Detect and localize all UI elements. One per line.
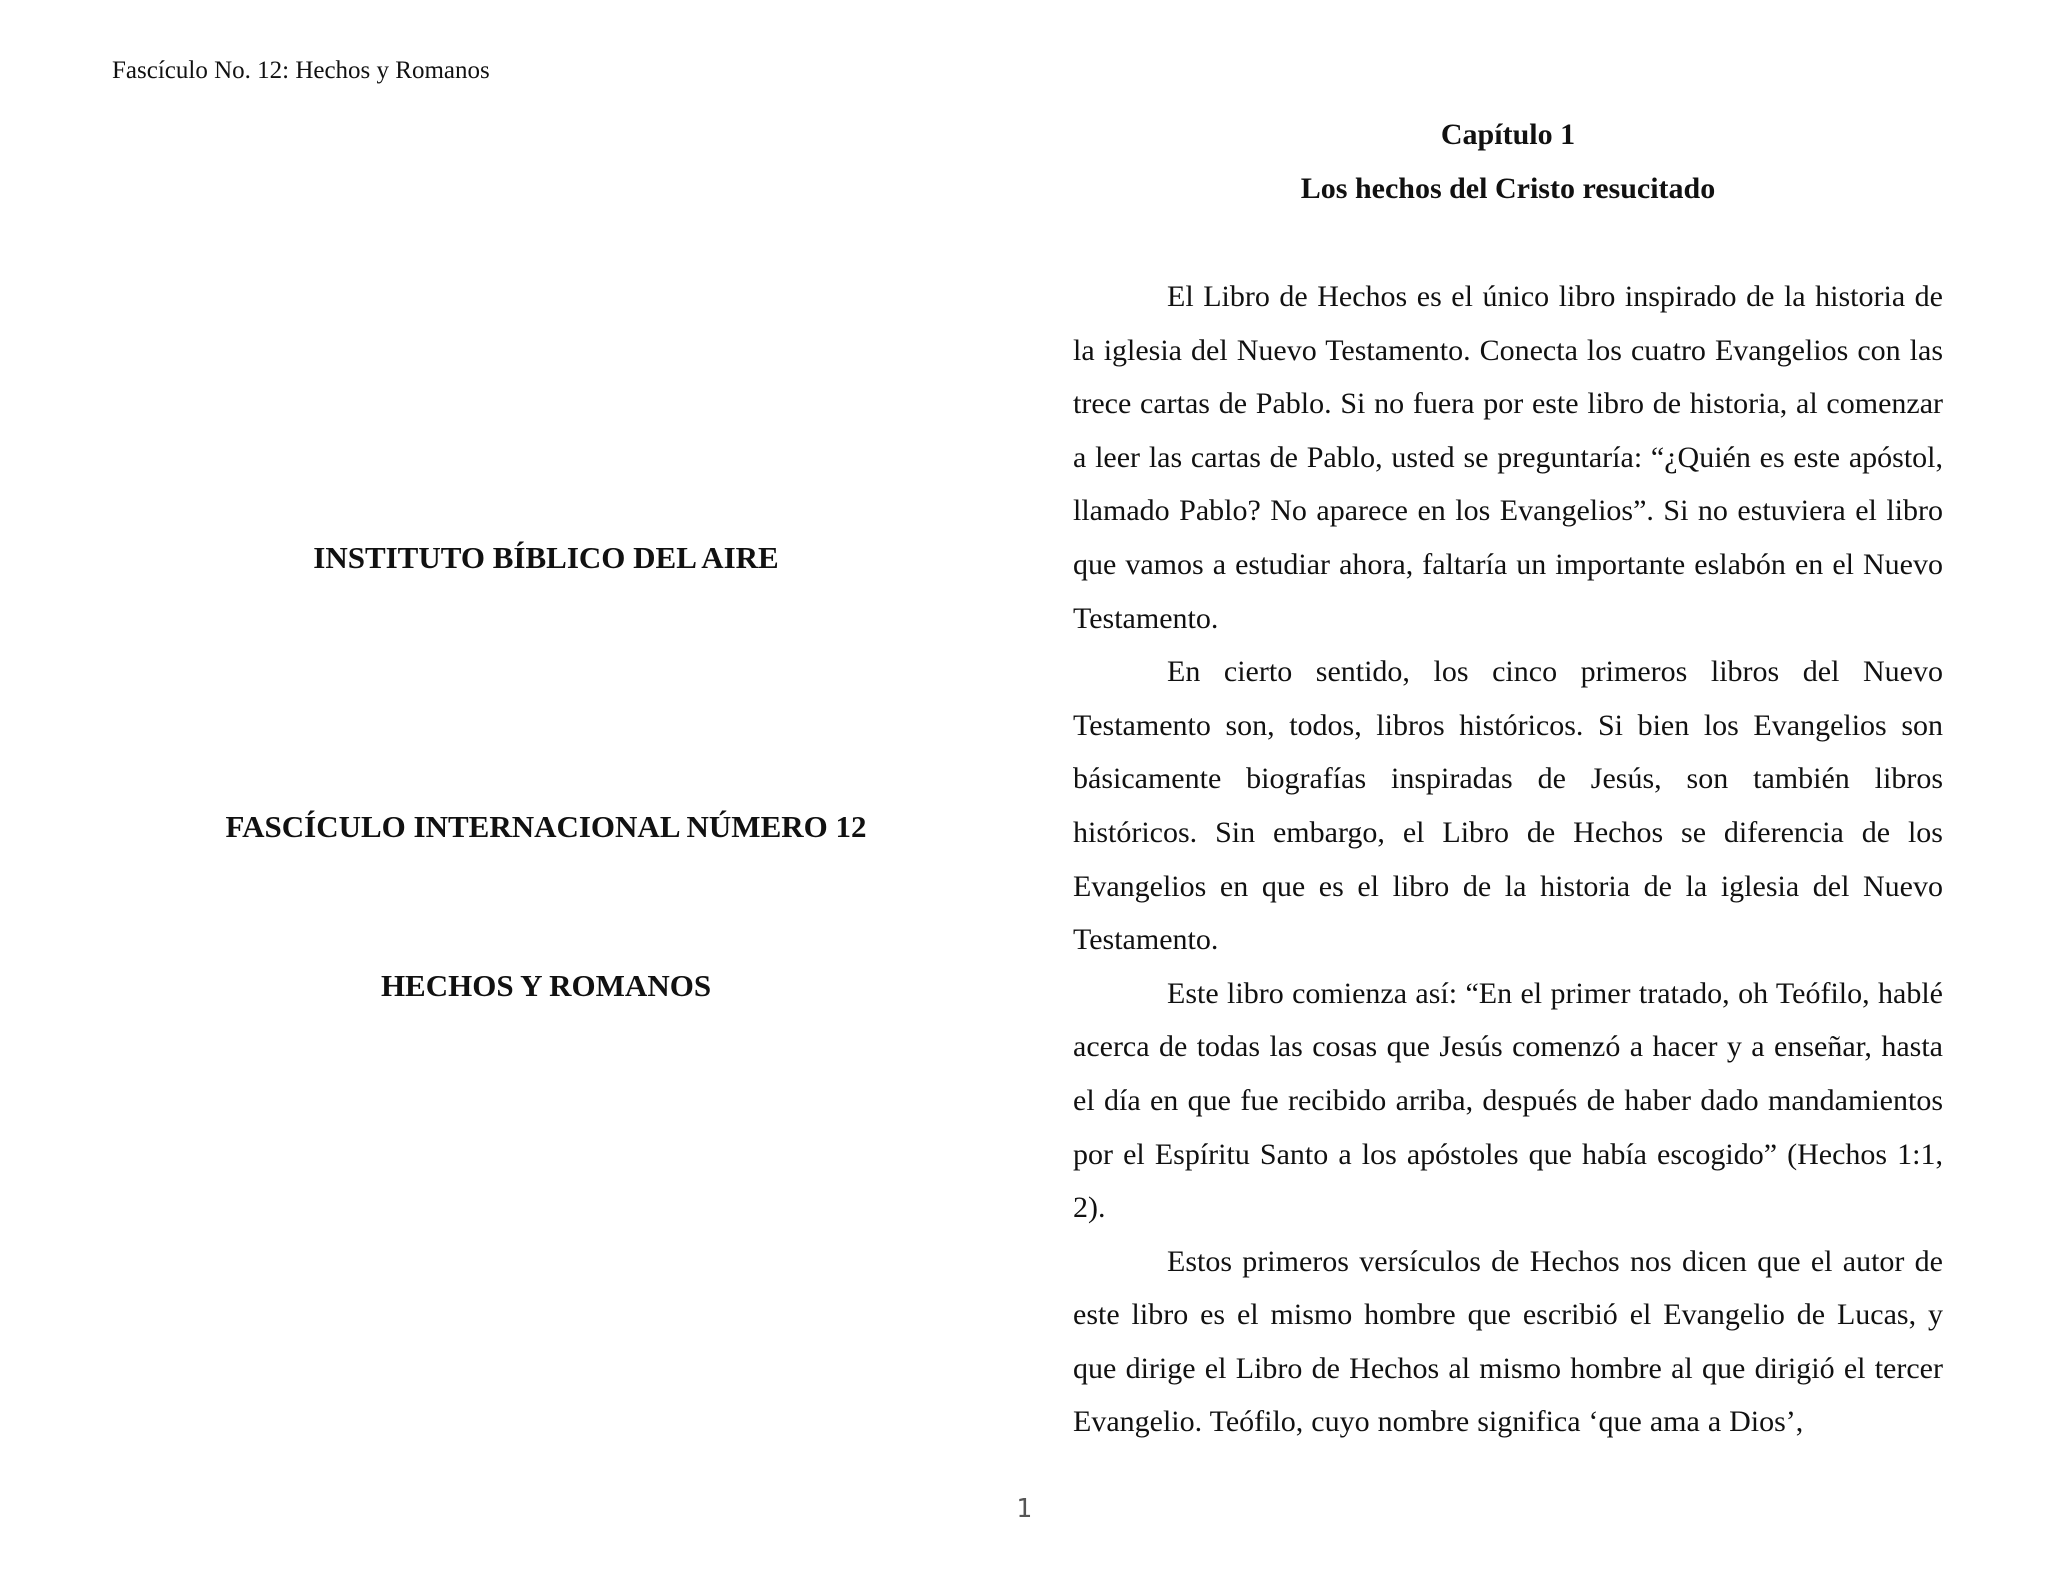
chapter-body [1073, 270, 1943, 1449]
institute-title: INSTITUTO BÍBLICO DEL AIRE [313, 540, 779, 575]
running-header: Fascículo No. 12: Hechos y Romanos [112, 57, 490, 84]
fascicle-title: FASCÍCULO INTERNACIONAL NÚMERO 12 [225, 809, 867, 844]
chapter-number: Capítulo 1 [1440, 118, 1576, 151]
subject-title: HECHOS Y ROMANOS [380, 968, 712, 1003]
chapter-title: Los hechos del Cristo resucitado [1300, 172, 1716, 205]
paragraph: Este libro comienza así: “En el primer tratado, oh Teófilo, hablé acerca de todas las cosas que Jesús comenzó a hacer y a enseñar, hasta el día en que fue recibido arriba, después de haber dado mandamientos por el Espíritu Santo a los apóstoles que había escogido” (Hechos 1:1, 2). [1073, 976, 1943, 1225]
page-number: 1 [1016, 1494, 1032, 1524]
paragraph: En cierto sentido, los cinco primeros libros del Nuevo Testamento son, todos, libros históricos. Si bien los Evangelios son básicamente biografías inspiradas de Jesús, son también libros históricos. Sin embargo, el Libro de Hechos se diferencia de los Evangelios en que es el libro de la historia de la iglesia del Nuevo Testamento. [1073, 655, 1943, 957]
chapter-page [1073, 108, 1943, 1449]
paragraph: El Libro de Hechos es el único libro inspirado de la historia de la iglesia del Nuevo Testamento. Conecta los cuatro Evangelios con las trece cartas de Pablo. Si no fuera por este libro de historia, al comenzar a leer las cartas de Pablo, usted se preguntaría: “¿Quién es este apóstol, llamado Pablo? No aparece en los Evangelios”. Si no estuviera el libro que vamos a estudiar ahora, faltaría un importante eslabón en el Nuevo Testamento. [1073, 280, 1943, 635]
paragraph: Estos primeros versículos de Hechos nos dicen que el autor de este libro es el mismo hombre que escribió el Evangelio de Lucas, y que dirige el Libro de Hechos al mismo hombre al que dirigió el tercer Evangelio. Teófilo, cuyo nombre significa ‘que ama a Dios’, [1073, 1244, 1943, 1439]
